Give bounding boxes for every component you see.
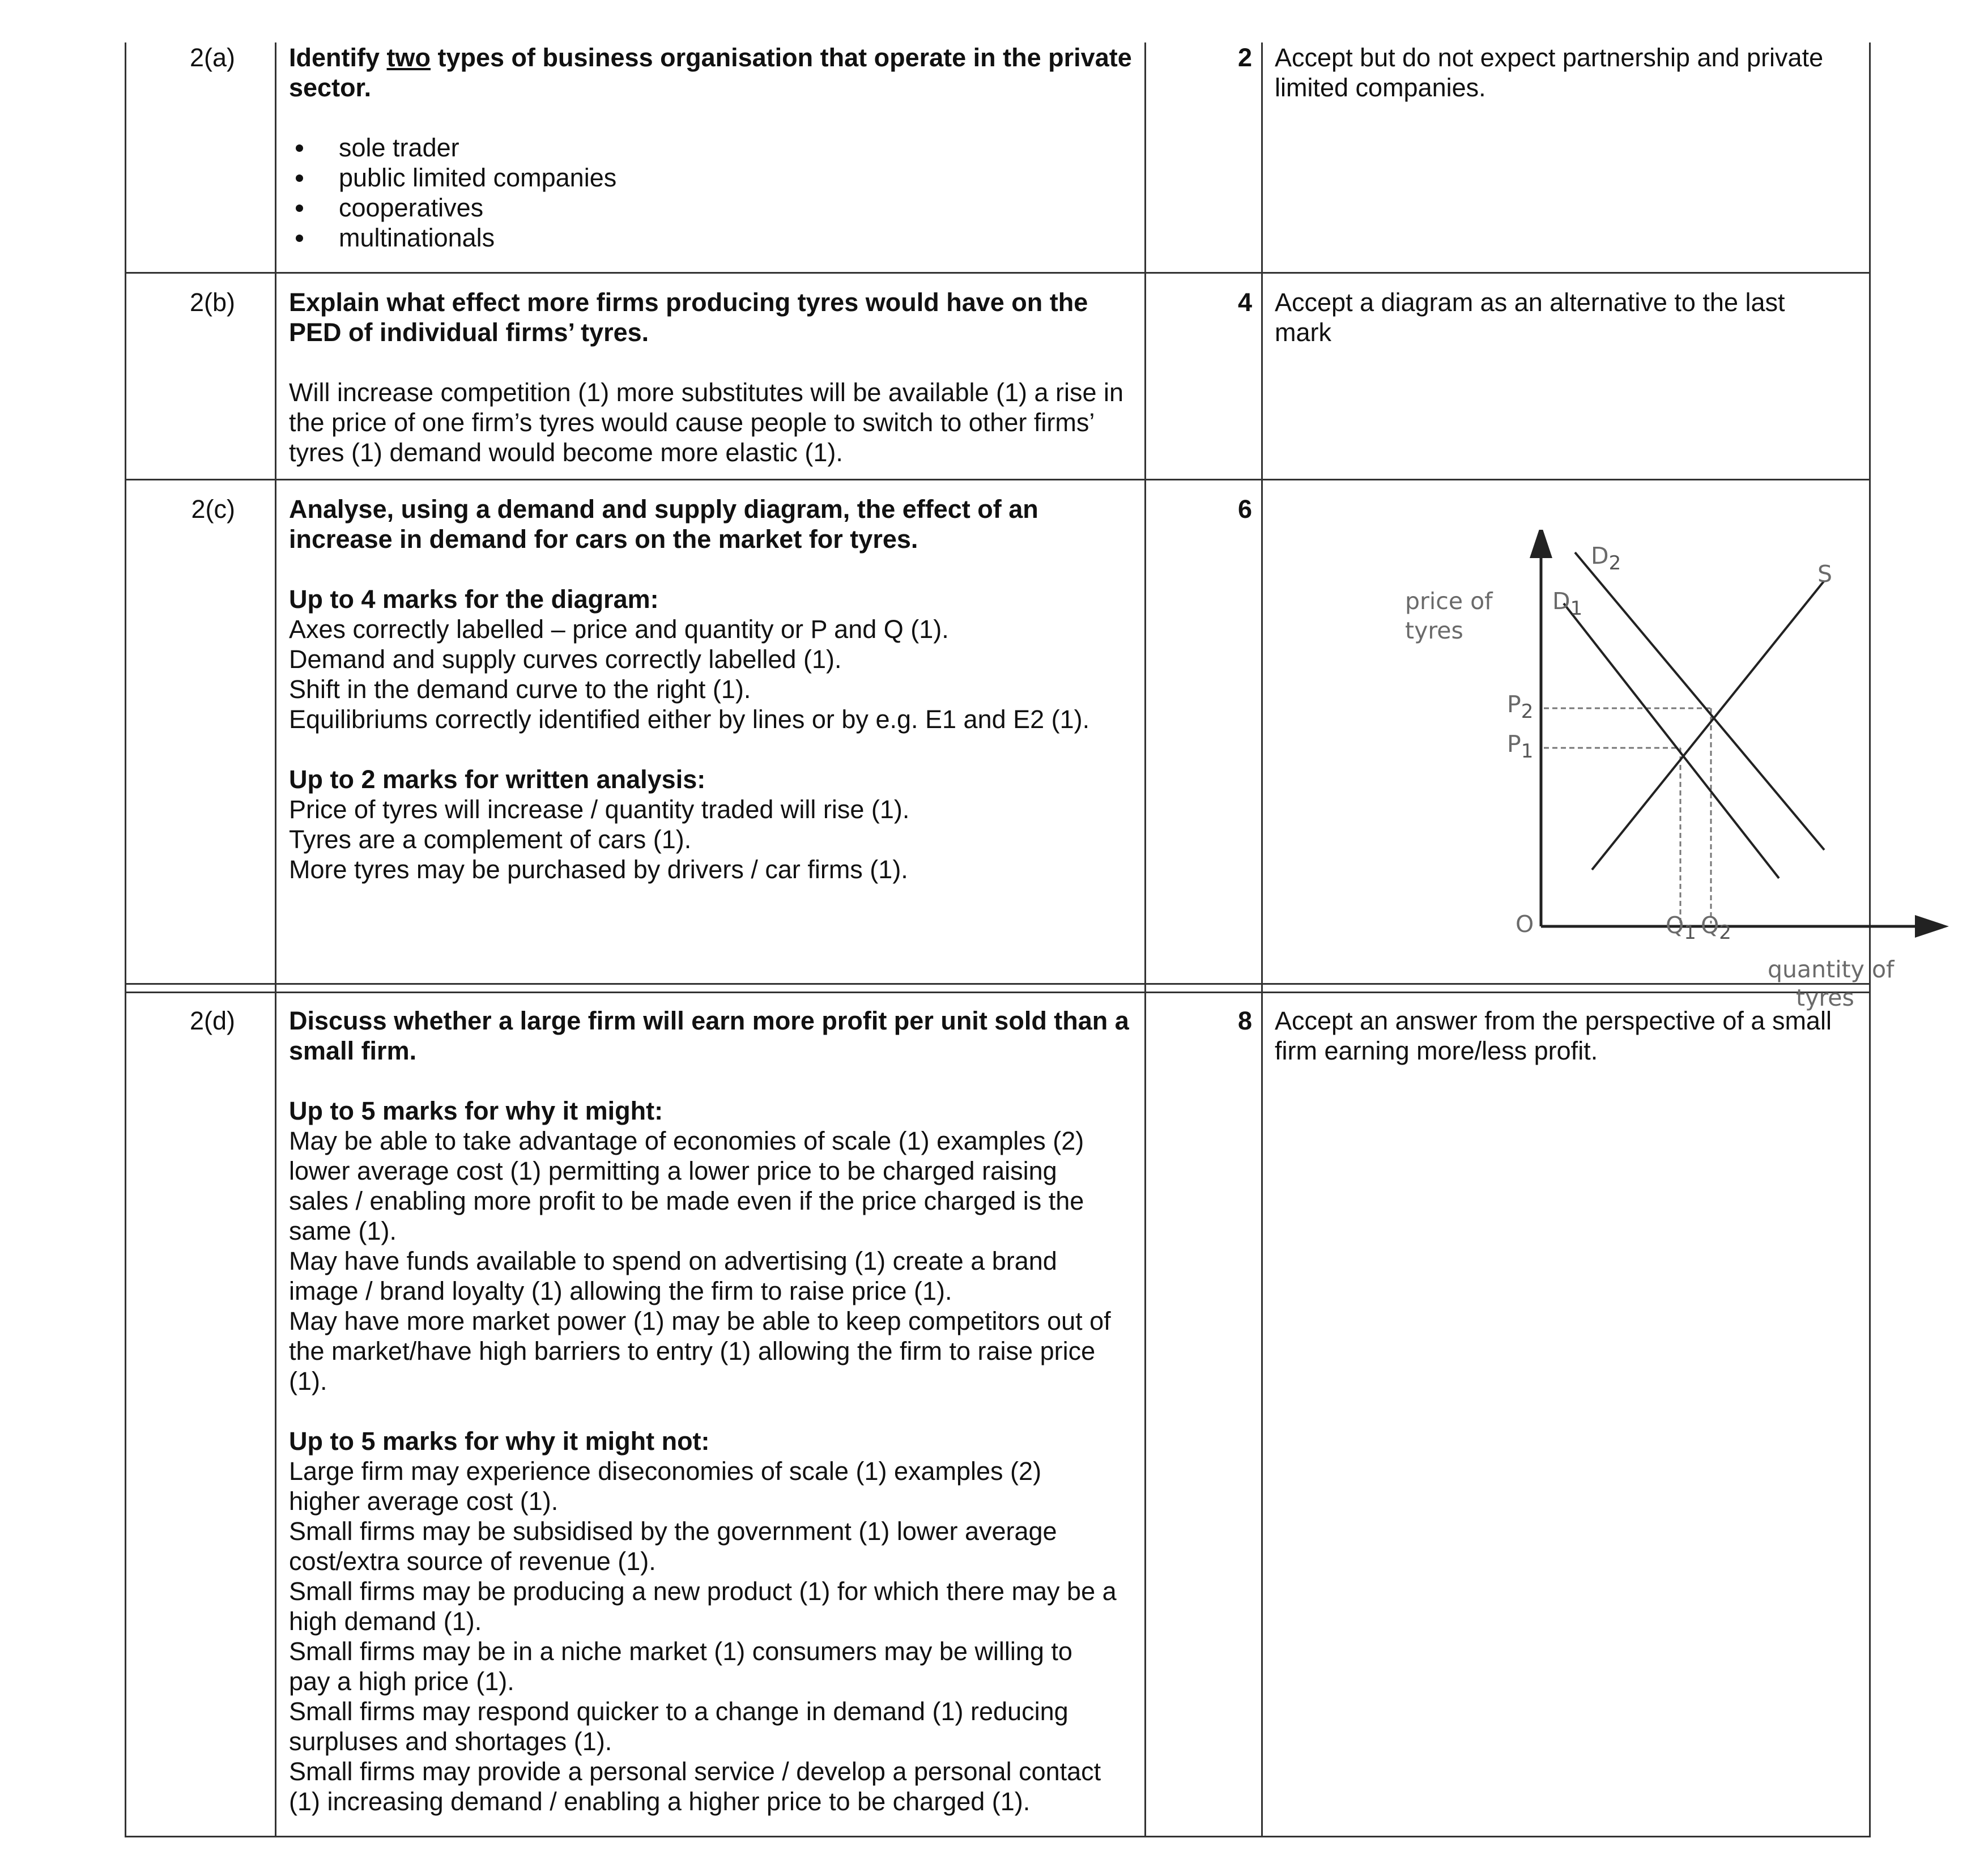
guidance-text: Accept but do not expect partnership and private limited companies.: [1275, 43, 1824, 102]
list-item: public limited companies: [289, 163, 1133, 193]
text-line: cost/extra source of revenue (1).: [289, 1547, 656, 1576]
text-line: Small firms may provide a personal service / develop a personal contact: [289, 1757, 1101, 1786]
section-heading: Up to 2 marks for written analysis:: [289, 765, 706, 794]
row-divider: [125, 272, 1871, 274]
mark-scheme-table: [125, 42, 1895, 1837]
text-line: May have funds available to spend on advertising (1) create a brand: [289, 1246, 1057, 1275]
text-line: Small firms may be producing a new product (1) for which there may be a: [289, 1577, 1117, 1606]
underlined-word: two: [386, 43, 431, 72]
text-line: higher average cost (1).: [289, 1487, 559, 1516]
demand-curve-d2: [1575, 552, 1824, 850]
list-item: cooperatives: [289, 193, 1133, 223]
text-line: May be able to take advantage of economies of scale (1) examples (2): [289, 1126, 1084, 1155]
list-item: Axes correctly labelled – price and quantity or P and Q (1).: [289, 615, 949, 644]
list-item: Tyres are a complement of cars (1).: [289, 825, 692, 854]
question-2c: [289, 494, 1139, 884]
text-line: (1) increasing demand / enabling a higher price to be charged (1).: [289, 1787, 1031, 1816]
supply-label: S: [1817, 560, 1833, 588]
column-divider: [275, 42, 276, 1837]
answer-list: [289, 133, 1133, 253]
q1-label: $Q_1$: [1666, 912, 1696, 944]
text-line: Small firms may be subsidised by the government (1) lower average: [289, 1517, 1057, 1546]
list-item: More tyres may be purchased by drivers / car firms (1).: [289, 855, 908, 884]
question-number: 2(d): [189, 1006, 235, 1035]
list-item: Equilibriums correctly identified either by lines or by e.g. E1 and E2 (1).: [289, 705, 1090, 734]
text-line: surpluses and shortages (1).: [289, 1727, 612, 1756]
demand-curve-d1: [1564, 603, 1779, 878]
section-heading: Up to 5 marks for why it might:: [289, 1096, 663, 1125]
text-line: image / brand loyalty (1) allowing the firm to raise price (1).: [289, 1277, 952, 1305]
section-heading: Up to 4 marks for the diagram:: [289, 585, 659, 614]
text-line: pay a high price (1).: [289, 1667, 514, 1696]
list-item: sole trader: [289, 133, 1133, 163]
marks-value: 6: [1237, 495, 1252, 524]
text-line: high demand (1).: [289, 1607, 482, 1636]
guidance-text: Accept an answer from the perspective of a small firm earning more/less profit.: [1275, 1006, 1832, 1065]
list-item: Price of tyres will increase / quantity traded will rise (1).: [289, 795, 910, 824]
column-divider: [1261, 42, 1263, 1837]
list-item: multinationals: [289, 223, 1133, 253]
text-line: same (1).: [289, 1216, 397, 1245]
column-divider: [1144, 42, 1146, 1837]
question-text: Analyse, using a demand and supply diagram, the effect of an increase in demand for cars on the market for tyres.: [289, 495, 1038, 554]
text-line: the market/have high barriers to entry (1) allowing the firm to raise price: [289, 1337, 1096, 1365]
list-item: Demand and supply curves correctly labelled (1).: [289, 645, 842, 674]
y-axis-label: tyres: [1405, 617, 1463, 644]
p1-label: $P_1$: [1507, 730, 1534, 763]
marks-value: 8: [1237, 1006, 1252, 1035]
origin-label: O: [1516, 911, 1534, 938]
table-bottom-border: [125, 1836, 1871, 1837]
question-2a: [289, 42, 1133, 253]
marks-value: 4: [1237, 288, 1252, 317]
question-number: 2(c): [191, 495, 235, 524]
demand-supply-diagram: [1399, 530, 1966, 1017]
text-line: Small firms may respond quicker to a change in demand (1) reducing: [289, 1697, 1069, 1726]
question-text: Identify two types of business organisation that operate in the private sector.: [289, 43, 1132, 102]
d2-label: $D_2$: [1591, 542, 1621, 575]
row-divider: [125, 479, 1871, 480]
d1-label: $D_1$: [1552, 588, 1583, 620]
question-2b: [289, 287, 1133, 467]
text-line: (1).: [289, 1367, 327, 1396]
y-axis-label: price of: [1405, 588, 1493, 615]
question-text: Explain what effect more firms producing tyres would have on the PED of individual firms’ tyres.: [289, 288, 1088, 347]
list-item: Shift in the demand curve to the right (1).: [289, 675, 751, 704]
text-line: May have more market power (1) may be able to keep competitors out of: [289, 1307, 1111, 1335]
text-line: lower average cost (1) permitting a lower price to be charged raising: [289, 1156, 1057, 1185]
x-axis-label: tyres: [1796, 984, 1854, 1011]
guidance-text: Accept a diagram as an alternative to the last mark: [1275, 288, 1785, 347]
question-text: Discuss whether a large firm will earn more profit per unit sold than a small firm.: [289, 1006, 1129, 1065]
question-2d: [289, 1006, 1139, 1816]
marks-value: 2: [1237, 43, 1252, 72]
supply-curve: [1592, 581, 1824, 870]
section-heading: Up to 5 marks for why it might not:: [289, 1427, 710, 1456]
x-axis-label: quantity of: [1768, 956, 1895, 983]
text-line: Large firm may experience diseconomies of scale (1) examples (2): [289, 1457, 1042, 1486]
question-number: 2(b): [189, 288, 235, 317]
text-line: Small firms may be in a niche market (1) consumers may be willing to: [289, 1637, 1072, 1666]
text-line: sales / enabling more profit to be made even if the price charged is the: [289, 1186, 1084, 1215]
answer-text: Will increase competition (1) more substitutes will be available (1) a rise in the price of one firm’s tyres would cause people to switch to other firms’ tyres (1) demand would become more elastic (1).: [289, 378, 1124, 467]
p2-label: $P_2$: [1507, 691, 1534, 723]
q2-label: $Q_2$: [1701, 912, 1731, 944]
question-number: 2(a): [189, 43, 235, 72]
table-left-border: [125, 42, 126, 1837]
